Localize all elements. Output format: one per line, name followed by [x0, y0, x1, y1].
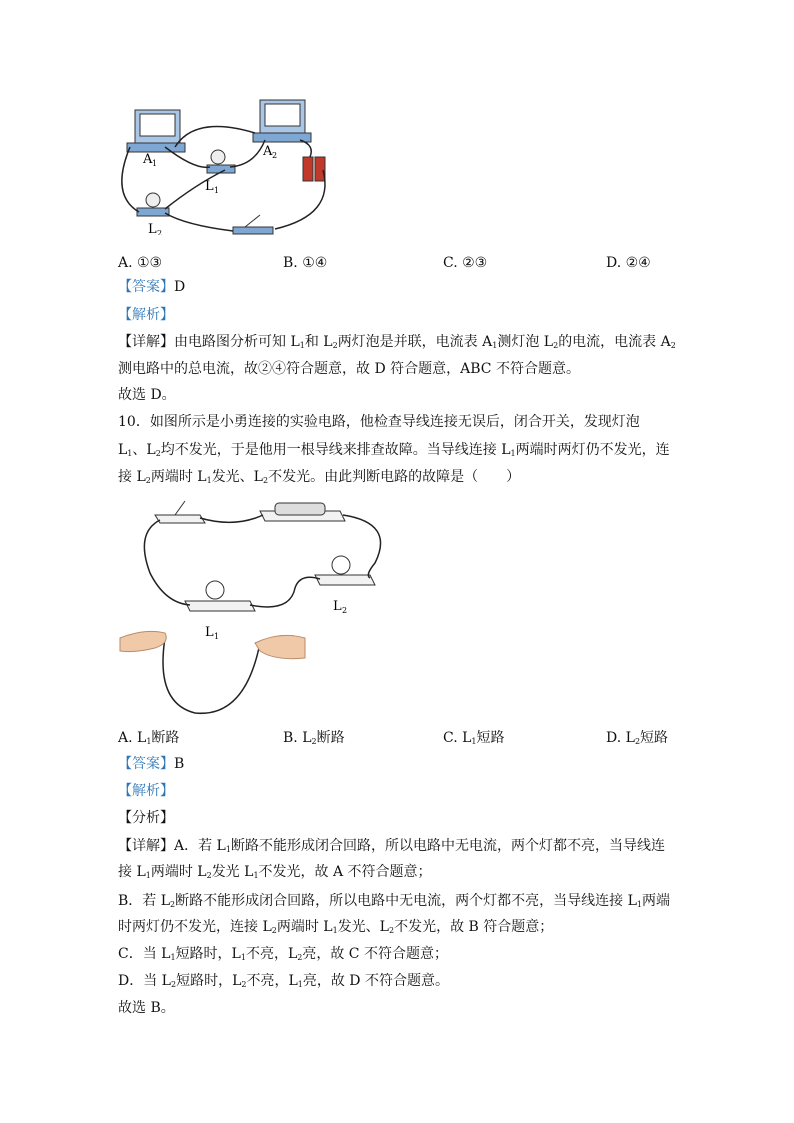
- q10-circuit-figure: [115, 493, 395, 718]
- text-segment: 10．如图所示是小勇连接的实验电路，他检查导线连接无误后，闭合开关，发现灯泡: [118, 414, 640, 430]
- text-segment: B. ①④: [283, 255, 328, 271]
- subscript: 1: [510, 449, 516, 458]
- subscript: 2: [241, 980, 247, 989]
- switch: [155, 501, 205, 523]
- label-a1-sub: 1: [152, 159, 158, 168]
- subscript: 2: [553, 341, 559, 350]
- q10-explanation-line: [118, 945, 448, 967]
- text-segment: 接 L: [118, 864, 146, 880]
- right-hand: [255, 635, 305, 658]
- subscript: 1: [297, 980, 303, 989]
- text-segment: 故选 D。: [118, 387, 176, 403]
- text-segment: 发光、L: [337, 919, 389, 935]
- subscript: 2: [311, 737, 317, 746]
- subscript: 1: [127, 449, 133, 458]
- label-a1: A: [143, 152, 153, 167]
- q9-option-b[interactable]: [283, 254, 327, 272]
- text-segment: 【详解】A．若 L: [118, 838, 226, 854]
- switch: [233, 215, 273, 234]
- text-segment: A. L: [118, 730, 147, 746]
- text-segment: 亮，故 C 不符合题意；: [302, 946, 448, 962]
- answer-label: 【答案】: [118, 756, 174, 772]
- q9-explanation-line: [118, 360, 580, 378]
- label-l1: L: [205, 179, 214, 194]
- q10-explanation-line: [118, 918, 553, 940]
- q10-explanation-line: [118, 972, 449, 994]
- text-segment: 【详解】由电路图分析可知 L: [118, 334, 300, 350]
- q10-analysis-label: 【解析】: [118, 783, 174, 799]
- subscript: 2: [271, 926, 277, 935]
- subscript: 1: [146, 737, 152, 746]
- text-segment: 短路时，L: [175, 946, 241, 962]
- subscript: 2: [145, 476, 151, 485]
- q9-answer: [118, 278, 185, 296]
- text-segment: 两端时 L: [276, 919, 333, 935]
- text-segment: 的电流，电流表 A: [558, 334, 671, 350]
- text-segment: 不亮，L: [246, 973, 298, 989]
- text-segment: C. ②③: [443, 255, 488, 271]
- label-l2: L: [148, 222, 157, 235]
- text-segment: 不亮，L: [245, 946, 298, 962]
- subscript: 1: [299, 341, 305, 350]
- q10-stem-line: [118, 441, 670, 463]
- subscript: 2: [262, 476, 269, 485]
- label-l1: L: [205, 625, 214, 640]
- subscript: 1: [492, 341, 498, 350]
- q10-option-c[interactable]: [443, 729, 505, 751]
- text-segment: 不发光，故 A 不符合题意；: [258, 864, 432, 880]
- subscript: 1: [206, 476, 212, 485]
- text-segment: 两端: [641, 893, 670, 909]
- q9-circuit-figure: [115, 95, 355, 235]
- subscript: 2: [170, 900, 176, 909]
- subscript: 2: [388, 926, 395, 935]
- text-segment: 断路: [151, 730, 180, 746]
- q10-answer: [118, 755, 184, 773]
- q9-explanation-line: [118, 333, 676, 355]
- q9-option-a[interactable]: [118, 254, 162, 272]
- text-segment: 短路: [640, 730, 669, 746]
- ammeter-a2: [253, 100, 311, 142]
- text-segment: C．当 L: [118, 946, 171, 962]
- text-segment: 两灯泡是并联，电流表 A: [337, 334, 493, 350]
- q10-explanation-line: [118, 892, 670, 914]
- text-segment: 不发光。由此判断电路的故障是（ ）: [268, 469, 521, 485]
- q10-analysis-heading: [118, 809, 174, 827]
- text-segment: 两端时 L: [150, 864, 207, 880]
- text-segment: 和 L: [304, 334, 333, 350]
- subscript: 1: [471, 737, 477, 746]
- q10-explanation-line: [118, 837, 665, 859]
- subscript: 2: [170, 980, 177, 989]
- label-a2-sub: 2: [272, 151, 278, 160]
- text-segment: 接 L: [118, 469, 146, 485]
- text-segment: 测电路中的总电流，故②④符合题意，故 D 符合题意，ABC 不符合题意。: [118, 361, 580, 377]
- q9-option-c[interactable]: [443, 254, 487, 272]
- bulb-l1: [207, 150, 235, 173]
- text-segment: A. ①③: [118, 255, 163, 271]
- q9-conclusion: [118, 386, 176, 404]
- left-hand: [120, 631, 166, 651]
- subscript: 1: [332, 926, 338, 935]
- subscript: 1: [253, 871, 259, 880]
- text-segment: L: [118, 442, 128, 458]
- subscript: 2: [155, 449, 161, 458]
- text-segment: B．若 L: [118, 893, 171, 909]
- text-segment: 发光 L: [211, 864, 254, 880]
- text-segment: D. L: [606, 730, 635, 746]
- text-segment: B. L: [283, 730, 312, 746]
- q10-option-b[interactable]: [283, 729, 345, 751]
- subscript: 1: [636, 900, 642, 909]
- text-segment: 测灯泡 L: [497, 334, 554, 350]
- bulb-l1: [185, 581, 255, 611]
- subscript: 1: [145, 871, 151, 880]
- q10-conclusion: [118, 999, 175, 1017]
- subscript: 1: [240, 953, 246, 962]
- text-segment: 断路不能形成闭合回路，所以电路中无电流，两个灯都不亮，当导线连: [230, 838, 665, 854]
- text-segment: D．当 L: [118, 973, 171, 989]
- text-segment: 时两灯仍不发光，连接 L: [118, 919, 272, 935]
- answer-value: B: [174, 756, 185, 772]
- subscript: 2: [206, 871, 212, 880]
- battery: [260, 503, 345, 521]
- text-segment: C. L: [443, 730, 472, 746]
- text-segment: 【分析】: [118, 810, 174, 826]
- text-segment: 断路不能形成闭合回路，所以电路中无电流，两个灯都不亮，当导线连接 L: [175, 893, 637, 909]
- text-segment: 故选 B。: [118, 1000, 175, 1016]
- text-segment: 亮，故 D 不符合题意。: [302, 973, 449, 989]
- answer-value: D: [174, 279, 186, 295]
- q10-option-d[interactable]: [606, 729, 668, 751]
- text-segment: D. ②④: [606, 255, 651, 271]
- subscript: 2: [634, 737, 641, 746]
- q10-option-a[interactable]: [118, 729, 179, 751]
- bulb-l2: [315, 556, 375, 585]
- text-segment: 短路时，L: [176, 973, 242, 989]
- subscript: 1: [170, 953, 176, 962]
- text-segment: 两端时两灯仍不发光，连: [515, 442, 670, 458]
- q9-analysis-label: 【解析】: [118, 307, 174, 323]
- subscript: 2: [297, 953, 303, 962]
- battery: [303, 157, 325, 181]
- label-l1-sub: 1: [214, 632, 220, 641]
- q10-explanation-line: [118, 863, 432, 885]
- text-segment: 均不发光，于是他用一根导线来排查故障。当导线连接 L: [160, 442, 511, 458]
- label-l2-sub: 2: [342, 606, 348, 615]
- label-a2: A: [263, 144, 273, 159]
- subscript: 2: [670, 341, 676, 350]
- q10-stem-line: [118, 468, 520, 490]
- text-segment: 、L: [132, 442, 156, 458]
- answer-label: 【答案】: [118, 279, 174, 295]
- label-l2-sub: 2: [157, 229, 163, 235]
- text-segment: 不发光，故 B 符合题意；: [394, 919, 554, 935]
- text-segment: 断路: [316, 730, 345, 746]
- label-l2: L: [333, 599, 342, 614]
- text-segment: 两端时 L: [150, 469, 207, 485]
- q10-stem-line: [118, 413, 640, 431]
- subscript: 1: [225, 845, 231, 854]
- text-segment: 发光、L: [211, 469, 263, 485]
- text-segment: 短路: [476, 730, 505, 746]
- subscript: 2: [332, 341, 338, 350]
- q9-option-d[interactable]: [606, 254, 651, 272]
- label-l1-sub: 1: [214, 186, 220, 195]
- bulb-l2: [137, 193, 169, 216]
